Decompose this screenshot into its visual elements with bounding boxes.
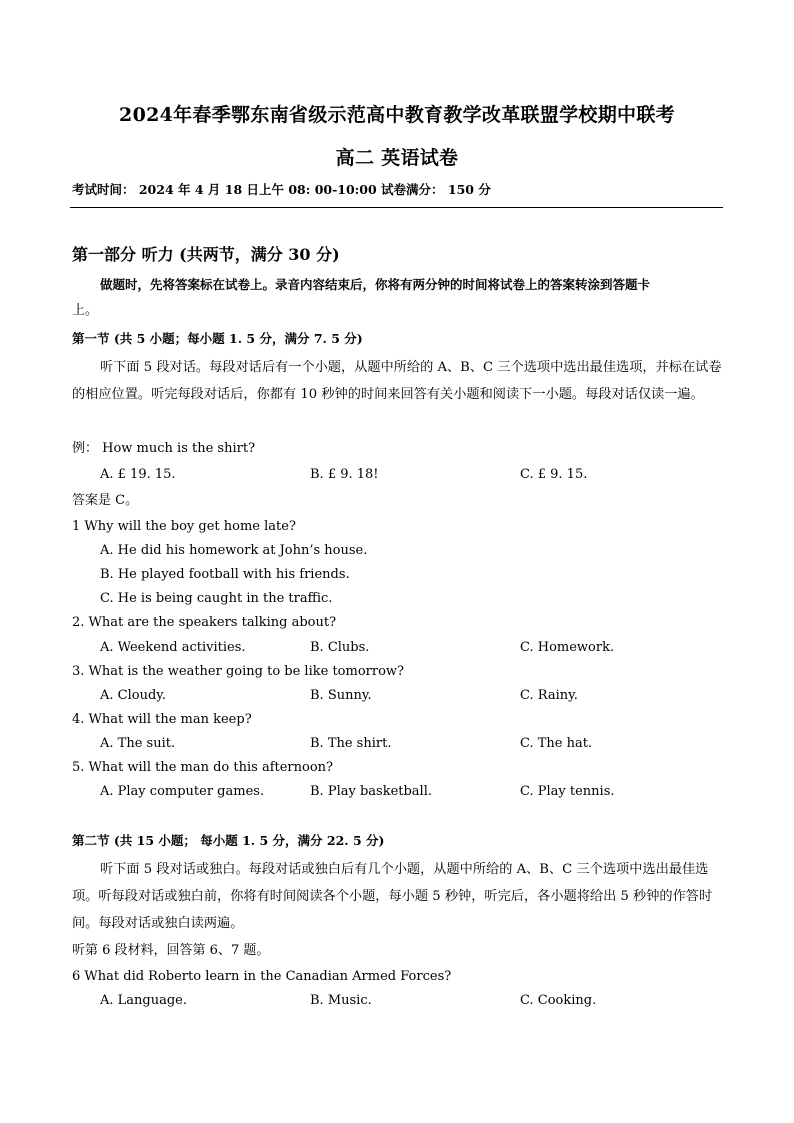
example-option-c: C. £ 9. 15. [520,467,588,482]
example-answer: 答案是 C。 [72,493,139,508]
question-3-option-a: A. Cloudy. [100,688,167,703]
question-1-option-c: C. He is being caught in the traffic. [100,591,333,606]
question-6-option-c: C. Cooking. [520,993,597,1008]
section1-directions-text: 听下面 5 段对话。每段对话后有一个小题，从题中所给的 A、B、C 三个选项中选出最佳选项，并标在试卷的相应位置。听完每段对话后，你都有 10 秒钟的时间来回答有关小题和阅读下一小题。每段对话仅读一遍。 [72,360,722,402]
section2-directions [72,856,724,937]
question-5-option-a: A. Play computer games. [100,784,265,799]
question-1-option-b: B. He played football with his friends. [100,567,350,582]
question-4-option-b: B. The shirt. [310,736,392,751]
question-6-option-a: A. Language. [100,993,188,1008]
question-5-option-b: B. Play basketball. [310,784,433,799]
question-2-option-c: C. Homework. [520,640,615,655]
section1-directions [72,354,724,408]
part1-heading: 第一部分 听力 (共两节，满分 30 分) [72,245,340,264]
question-5: 5. What will the man do this afternoon? [72,760,334,775]
part1-instruction-line1: 做题时，先将答案标在试卷上。录音内容结束后，你将有两分钟的时间将试卷上的答案转涂到答题卡 [100,277,651,292]
question-3-option-b: B. Sunny. [310,688,372,703]
question-3-option-c: C. Rainy. [520,688,578,703]
example-question: 例： How much is the shirt? [72,441,256,456]
exam-subtitle: 高二 英语试卷 [335,147,459,169]
question-6: 6 What did Roberto learn in the Canadian Armed Forces? [72,969,452,984]
question-2-option-a: A. Weekend activities. [100,640,246,655]
section2-material: 听第 6 段材料，回答第 6、7 题。 [72,943,270,958]
question-4: 4. What will the man keep? [72,712,252,727]
question-3: 3. What is the weather going to be like tomorrow? [72,664,405,679]
section2-directions-text: 听下面 5 段对话或独白。每段对话或独白后有几个小题，从题中所给的 A、B、C 三个选项中选出最佳选项。听每段对话或独白前，你将有时间阅读各个小题，每小题 5 秒钟，听完后，各小题将给出 5 秒钟的作答时间。每段对话或独白读两遍。 [72,862,713,931]
section1-heading: 第一节 (共 5 小题；每小题 1. 5 分，满分 7. 5 分) [72,331,363,346]
example-option-b: B. £ 9. 18! [310,467,379,482]
exam-title: 2024年春季鄂东南省级示范高中教育教学改革联盟学校期中联考 [119,104,675,126]
question-1-option-a: A. He did his homework at John’s house. [100,543,368,558]
section2-heading: 第二节 (共 15 小题； 每小题 1. 5 分，满分 22. 5 分) [72,833,385,848]
question-1: 1 Why will the boy get home late? [72,519,296,534]
question-4-option-a: A. The suit. [100,736,176,751]
exam-meta: 考试时间： 2024 年 4 月 18 日上午 08: 00-10:00 试卷满分： 150 分 [72,182,491,197]
example-option-a: A. £ 19. 15. [100,467,176,482]
question-2-option-b: B. Clubs. [310,640,370,655]
header-divider [70,207,723,208]
question-6-option-b: B. Music. [310,993,372,1008]
question-4-option-c: C. The hat. [520,736,593,751]
question-2: 2. What are the speakers talking about? [72,615,337,630]
part1-instruction-line2: 上。 [72,303,99,318]
question-5-option-c: C. Play tennis. [520,784,615,799]
